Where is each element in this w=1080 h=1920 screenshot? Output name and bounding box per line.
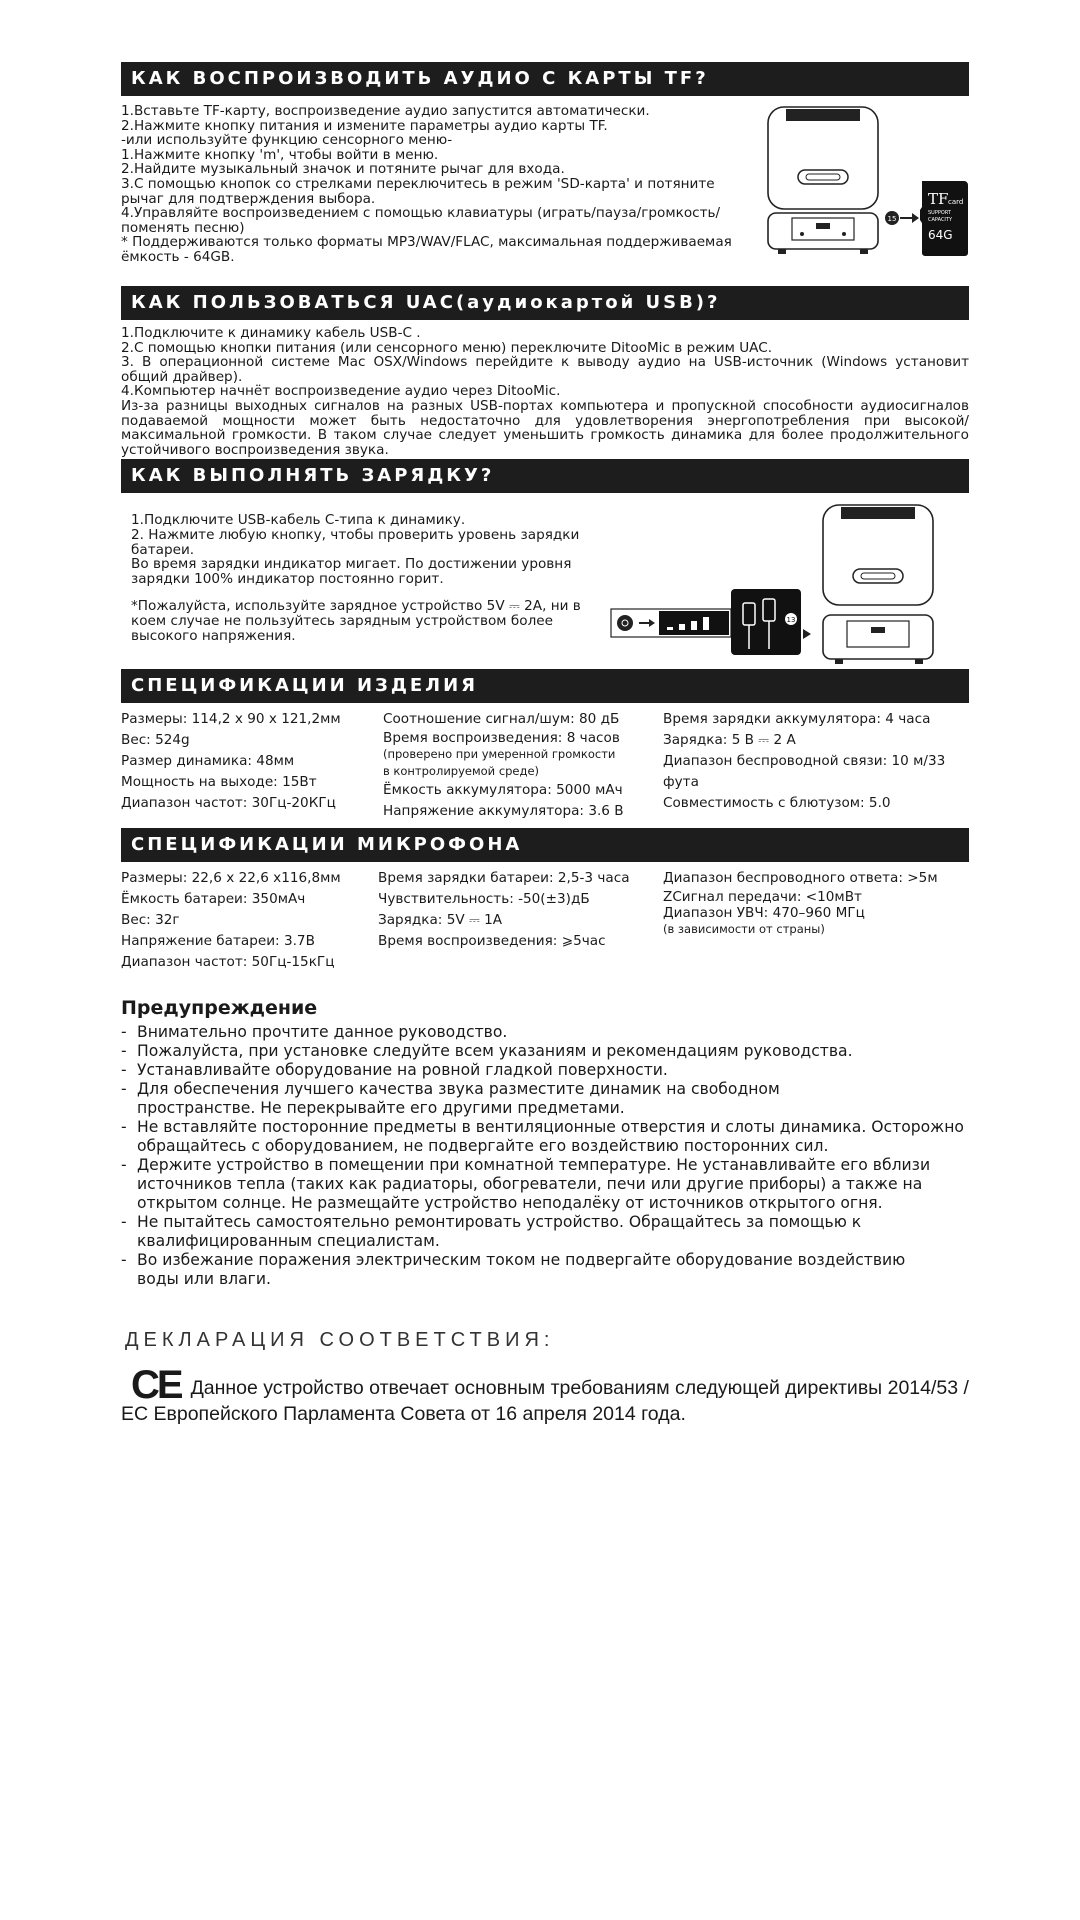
spec-item: Зарядка: 5 В ⎓ 2 А (663, 732, 796, 749)
tf-card-support: SUPPORT (928, 210, 951, 216)
warning-item: - Держите устройство в помещении при комнатной температуре. Не устанавливайте его вблизи источников тепла (таких как радиаторы, обогреватели, печи или другие приборы) а также на открытом солнце. Не размещайте устройство неподалёку от источников открытого огня. (121, 1156, 931, 1213)
tf-line: * Поддерживаются только форматы MP3/WAV/FLAC, максимальная поддерживаемая ёмкость - 64GB. (121, 234, 732, 265)
spec-item: Зарядка: 5V ⎓ 1A (378, 912, 503, 929)
ce-mark-icon: CE (131, 1363, 181, 1408)
spec-item: Время зарядки батареи: 2,5-3 часа (378, 870, 630, 887)
spec-note: в контролируемой среде) (383, 764, 540, 779)
charge-line: 2. Нажмите любую кнопку, чтобы проверить уровень зарядки батареи. (131, 526, 580, 558)
spec-note: (в зависимости от страны) (663, 922, 825, 937)
spec-item: Ёмкость аккумулятора: 5000 мАч (383, 782, 623, 799)
manual-page (121, 62, 969, 1427)
spec-item: Диапазон частот: 50Гц-15кГц (121, 954, 335, 971)
spec-item: Время зарядки аккумулятора: 4 часа (663, 711, 931, 728)
declaration-title: ДЕКЛАРАЦИЯ СООТВЕТСТВИЯ: (125, 1329, 555, 1352)
product-specs (121, 709, 969, 822)
uac-line: 2.С помощью кнопки питания (или сенсорного меню) переключите DitooMic в режим UAC. (121, 339, 773, 356)
section-title-mic-specs: СПЕЦИФИКАЦИИ МИКРОФОНА (121, 828, 969, 862)
speaker-tf-illustration (764, 106, 969, 256)
charge-line: Во время зарядки индикатор мигает. По достижении уровня зарядки 100% индикатор постоянно горит. (131, 556, 572, 587)
spec-item: Вес: 32г (121, 912, 180, 929)
spec-item: Диапазон УВЧ: 470–960 МГц (663, 905, 865, 922)
tf-line: 2.Найдите музыкальный значок и потяните рычаг для входа. (121, 161, 565, 178)
tf-card-capacity: CAPACITY (928, 217, 953, 223)
mic-specs-col2 (378, 868, 663, 973)
declaration-body: Данное устройство отвечает основным требованиям следующей директивы 2014/53 / ЕС Европейского Парламента Совета от 16 апреля 2014 года. (121, 1377, 969, 1426)
spec-item: Вес: 524g (121, 732, 190, 749)
spec-item: Соотношение сигнал/шум: 80 дБ (383, 711, 620, 728)
spec-item: Время воспроизведения: ⩾5час (378, 933, 606, 950)
section-title-charge: КАК ВЫПОЛНЯТЬ ЗАРЯДКУ? (121, 459, 969, 493)
tf-line: 1.Вставьте TF-карту, воспроизведение аудио запустится автоматически. (121, 103, 650, 119)
tf-card-label: TF (928, 190, 949, 208)
spec-item: Диапазон беспроводного ответа: >5м (663, 870, 938, 887)
spec-item: Размер динамика: 48мм (121, 753, 295, 770)
spec-item: Размеры: 22,6 x 22,6 x116,8мм (121, 870, 341, 887)
spec-item: Диапазон беспроводной связи: 10 м/33 фута (663, 753, 946, 791)
warning-title: Предупреждение (121, 997, 318, 1020)
section-title-tf: КАК ВОСПРОИЗВОДИТЬ АУДИО С КАРТЫ TF? (121, 62, 969, 96)
spec-note: (проверено при умеренной громкости (383, 747, 616, 762)
warning-item: - Во избежание поражения электрическим током не подвергайте оборудование воздействию воды или влаги. (121, 1251, 906, 1289)
spec-item: Время воспроизведения: 8 часов (383, 730, 620, 747)
spec-item: Мощность на выходе: 15Вт (121, 774, 317, 791)
section-title-product-specs: СПЕЦИФИКАЦИИ ИЗДЕЛИЯ (121, 669, 969, 703)
spec-item: Ёмкость батареи: 350мАч (121, 891, 306, 908)
mic-specs (121, 868, 969, 973)
section-uac (121, 326, 969, 457)
product-specs-col2 (383, 709, 663, 822)
uac-line: Из-за разницы выходных сигналов на разных USB-портах компьютера и пропускной способности аудиосигналов подаваемой мощности может быть недостаточно для удовлетворения энергопотребления при высокой/максимальной громкости. В таком случае следует уменьшить громкость динамика для более продолжительного устойчивого воспроизведения звука. (121, 397, 969, 458)
speaker-charge-illustration (609, 503, 969, 667)
mic-specs-col1 (121, 868, 378, 973)
warning-list (121, 1023, 969, 1289)
tf-line: 1.Нажмите кнопку 'm', чтобы войти в меню. (121, 146, 439, 163)
charge-note: *Пожалуйста, используйте зарядное устройство 5V ⎓ 2A, ни в коем случае не пользуйтесь зарядным устройством более высокого напряжения. (131, 598, 581, 644)
warning-item: - Не вставляйте посторонние предметы в вентиляционные отверстия и слоты динамика. Осторожно обращайтесь с оборудованием, не подвергайте его воздействию посторонних сил. (121, 1118, 964, 1156)
uac-line: 3. В операционной системе Mac OSX/Windows перейдите к выводу аудио на USB-источник (Windows установит общий драйвер). (121, 354, 969, 385)
warning-item: - Пожалуйста, при установке следуйте всем указаниям и рекомендациям руководства. (121, 1042, 853, 1061)
warning-item: - Для обеспечения лучшего качества звука разместите динамик на свободном пространстве. Не перекрывайте его другими предметами. (121, 1080, 780, 1118)
section-title-uac: КАК ПОЛЬЗОВАТЬСЯ UAC(аудиокартой USB)? (121, 286, 969, 320)
warning-item: - Устанавливайте оборудование на ровной гладкой поверхности. (121, 1061, 668, 1080)
section-charge (121, 499, 969, 667)
uac-line: 1.Подключите к динамику кабель USB-C . (121, 325, 421, 341)
tf-step-number: 15 (887, 215, 897, 223)
tf-line: 2.Нажмите кнопку питания и измените параметры аудио карты TF. (121, 117, 608, 134)
spec-item: Чувствительность: -50(±3)дБ (378, 891, 590, 908)
spec-item: Напряжение аккумулятора: 3.6 В (383, 803, 624, 820)
spec-item: Размеры: 114,2 x 90 x 121,2мм (121, 711, 341, 728)
spec-item: ZСигнал передачи: <10мВт (663, 889, 862, 906)
warning-item: - Не пытайтесь самостоятельно ремонтировать устройство. Обращайтесь за помощью к квалифицированным специалистам. (121, 1213, 862, 1251)
declaration-text (121, 1363, 969, 1427)
tf-card-size: 64G (928, 228, 953, 242)
tf-line: -или используйте функцию сенсорного меню- (121, 132, 453, 149)
tf-card-sub: card (948, 198, 964, 206)
product-specs-col1 (121, 709, 383, 822)
charge-line: 1.Подключите USB-кабель С-типа к динамику. (131, 512, 466, 529)
charge-step-number: 13 (786, 616, 796, 625)
mic-specs-col3 (663, 868, 969, 973)
product-specs-col3 (663, 709, 969, 822)
uac-line: 4.Компьютер начнёт воспроизведение аудио через DitooMic. (121, 383, 561, 400)
tf-line: 4.Управляйте воспроизведением с помощью клавиатуры (играть/пауза/громкость/поменять песню) (121, 205, 721, 236)
spec-item: Напряжение батареи: 3.7В (121, 933, 315, 950)
section-tf (121, 104, 969, 286)
warning-item: - Внимательно прочтите данное руководство. (121, 1023, 508, 1042)
spec-item: Диапазон частот: 30Гц-20КГц (121, 795, 336, 812)
tf-line: 3.С помощью кнопок со стрелками переключитесь в режим 'SD-карта' и потяните рычаг для подтверждения выбора. (121, 175, 715, 207)
charge-instructions (131, 513, 591, 643)
tf-instructions (121, 104, 746, 265)
spec-item: Совместимость с блютузом: 5.0 (663, 795, 891, 812)
